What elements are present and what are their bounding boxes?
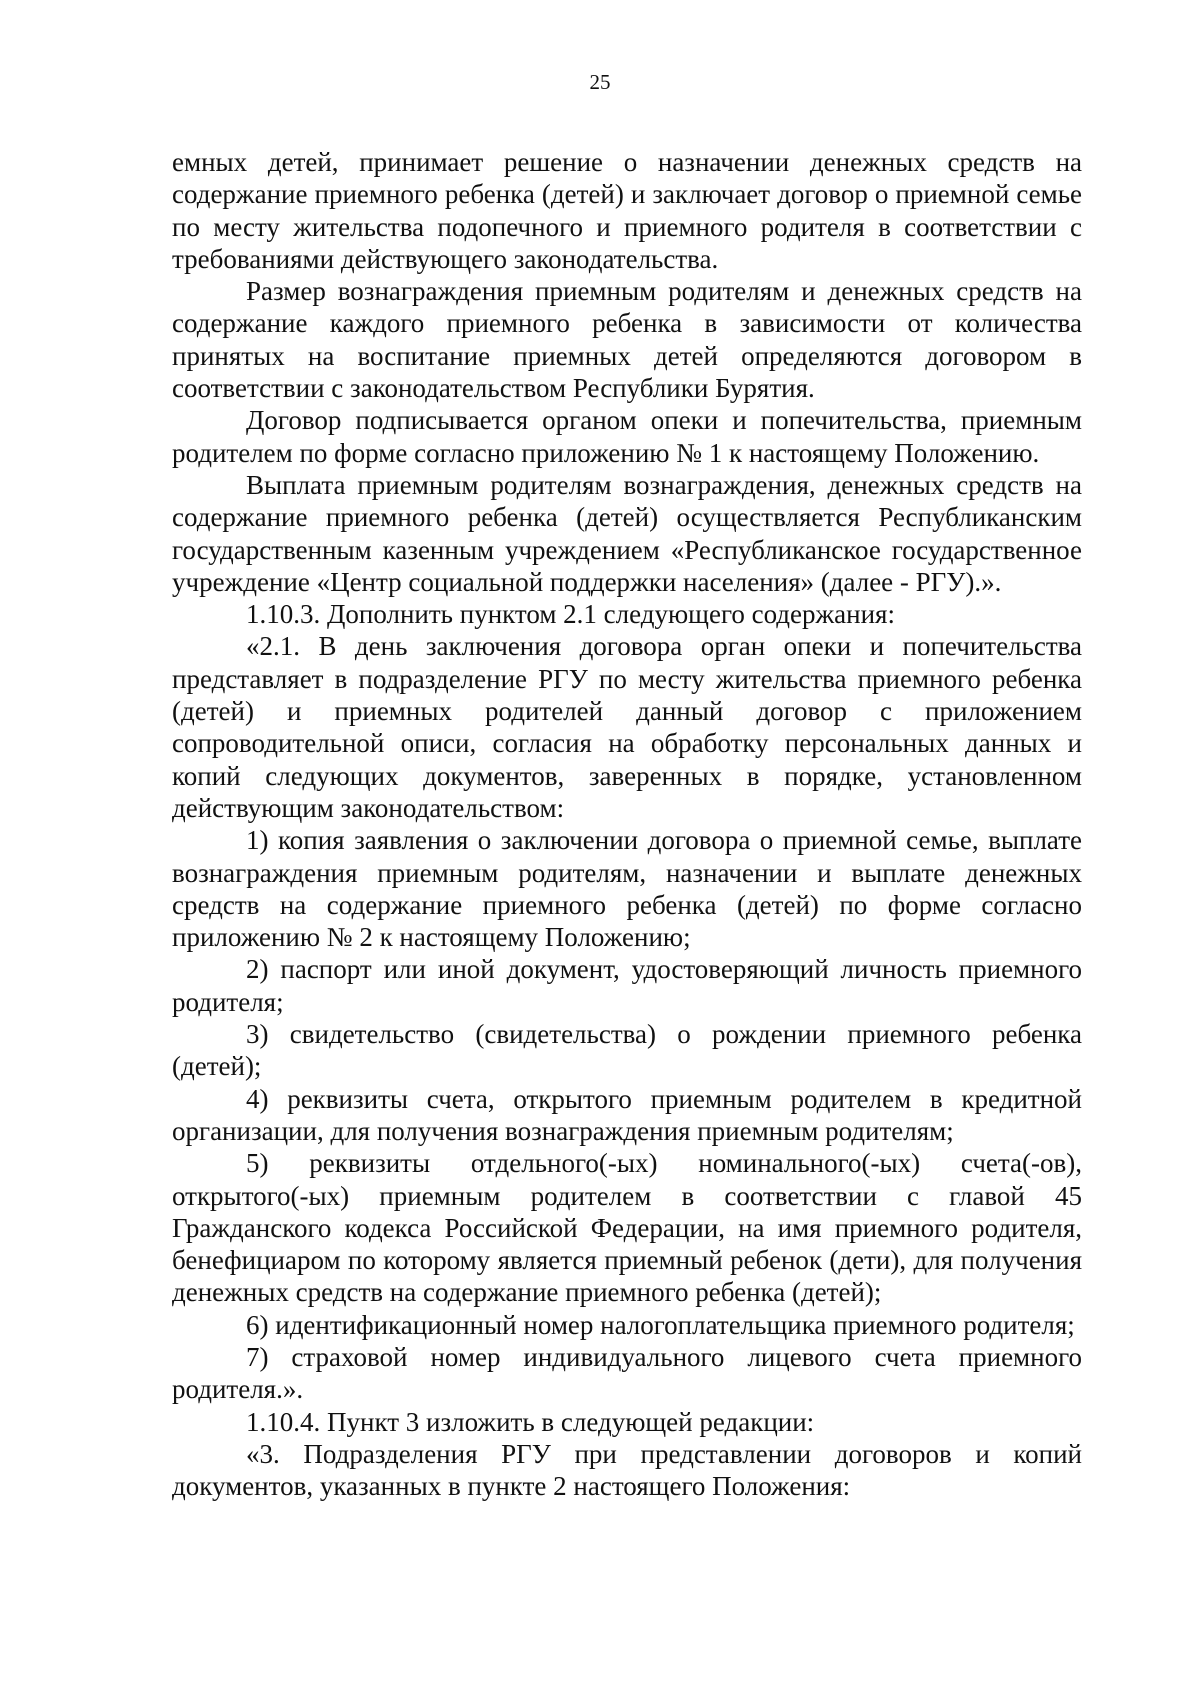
paragraph: 1.10.4. Пункт 3 изложить в следующей редакции:	[246, 1406, 815, 1437]
paragraph: 1) копия заявления о заключении договора о приемной семье, выплате вознаграждения приемным родителям, назначении и выплате денежных средств на содержание приемного ребенка (детей) по форме согласно приложению № 2 к настоящему Положению;	[172, 825, 1082, 953]
paragraph: 1.10.3. Дополнить пунктом 2.1 следующего содержания:	[246, 599, 895, 630]
paragraph: 3) свидетельство (свидетельства) о рождении приемного ребенка (детей);	[172, 1019, 1082, 1082]
paragraph: Договор подписывается органом опеки и попечительства, приемным родителем по форме согласно приложению № 1 к настоящему Положению.	[172, 405, 1082, 468]
document-body	[172, 146, 1082, 1502]
paragraph: 4) реквизиты счета, открытого приемным родителем в кредитной организации, для получения вознаграждения приемным родителям;	[172, 1083, 1082, 1146]
paragraph: Выплата приемным родителям вознаграждения, денежных средств на содержание приемного ребенка (детей) осуществляется Республиканским государственным казенным учреждением «Республиканское государственное учреждение «Центр социальной поддержки населения» (далее - РГУ).».	[172, 469, 1082, 597]
paragraph: емных детей, принимает решение о назначении денежных средств на содержание приемного ребенка (детей) и заключает договор о приемной семье по месту жительства подопечного и приемного родителя в соответствии с требованиями действующего законодательства.	[172, 147, 1082, 274]
paragraph: 7) страховой номер индивидуального лицевого счета приемного родителя.».	[172, 1341, 1082, 1405]
paragraph: 6) идентификационный номер налогоплательщика приемного родителя;	[246, 1309, 1075, 1340]
paragraph: Размер вознаграждения приемным родителям и денежных средств на содержание каждого приемного ребенка в зависимости от количества принятых на воспитание приемных детей определяются договором в соответствии с законодательством Республики Бурятия.	[172, 276, 1082, 404]
paragraph: 5) реквизиты отдельного(-ых) номинального(-ых) счета(-ов), открытого(-ых) приемным родителем в соответствии с главой 45 Гражданского кодекса Российской Федерации, на имя приемного родителя, бенефициаром по которому является приемный ребенок (дети), для получения денежных средств на содержание приемного ребенка (детей);	[172, 1148, 1082, 1308]
page-number: 25	[589, 70, 611, 94]
paragraph: «2.1. В день заключения договора орган опеки и попечительства представляет в подразделение РГУ по месту жительства приемного ребенка (детей) и приемных родителей данный договор с приложением сопроводительной описи, согласия на обработку персональных данных и копий следующих документов, заверенных в порядке, установленном действующим законодательством:	[172, 631, 1082, 823]
paragraph: 2) паспорт или иной документ, удостоверяющий личность приемного родителя;	[172, 954, 1082, 1017]
paragraph: «3. Подразделения РГУ при представлении договоров и копий документов, указанных в пункте 2 настоящего Положения:	[172, 1438, 1082, 1502]
